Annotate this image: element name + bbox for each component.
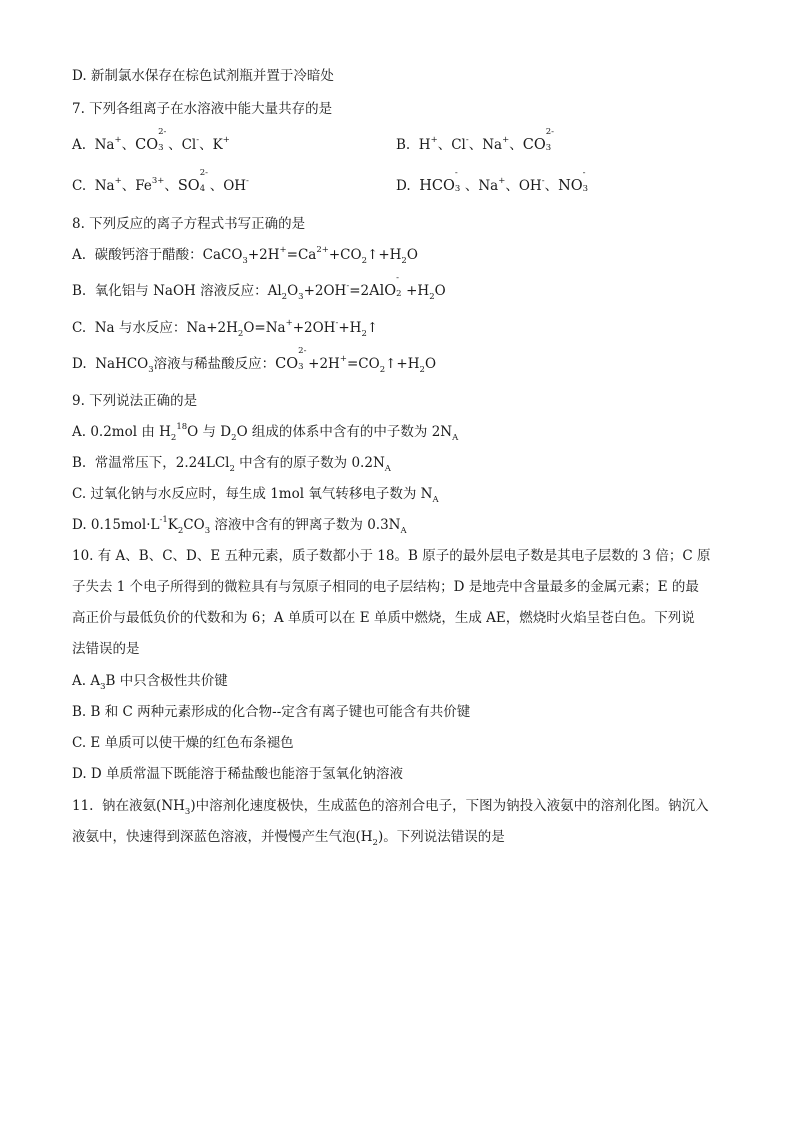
q9-option-b: B. 常温常压下，2.24LCl$_2$ 中含有的原子数为 $0.2N_A$ [72, 455, 391, 474]
q7-option-d: D. HCO - 3 、Na+、OH-、NO - 3 [396, 168, 589, 194]
q10-stem-line1: 10. 有 A、B、C、D、E 五种元素，质子数都小于 18。B 原子的最外层电子数是其电子层数的 3 倍；C 原 [72, 548, 711, 564]
q8-option-b: B. 氧化铝与 NaOH 溶液反应：$Al_2O_3+2OH^-=2AlO$ - 2 $+H_2O$ [72, 273, 446, 302]
q6-option-d: D. 新制氯水保存在棕色试剂瓶并置于冷暗处 [72, 68, 334, 84]
q10-option-d: D. D 单质常温下既能溶于稀盐酸也能溶于氢氧化钠溶液 [72, 766, 404, 782]
q8-option-d: D. NaHCO$_3$溶液与稀盐酸反应：CO 2- 3 $+2H^+=CO_2↑+H_2O$ [72, 346, 437, 375]
q10-stem-line2: 子失去 1 个电子所得到的微粒具有与氖原子相同的电子层结构；D 是地壳中含量最多的金属元素；E 的最 [72, 579, 699, 595]
q7-option-a: A. Na+、CO 2- 3 、Cl-、K+ [72, 127, 230, 153]
q8-option-c: C. Na 与水反应：$Na+2H_2O=Na^++2OH^-+H_2↑$ [72, 318, 379, 339]
q7-stem: 7. 下列各组离子在水溶液中能大量共存的是 [72, 101, 333, 117]
q11-stem-line2: 液氨中，快速得到深蓝色溶液，并慢慢产生气泡$(H_2)$。下列说法错误的是 [72, 829, 505, 848]
q9-option-a: A. 0.2mol 由 $H_2^{18}O$ 与 $D_2O$ 组成的体系中含有的中子数为 $2N_A$ [72, 422, 459, 443]
q8-stem: 8. 下列反应的离子方程式书写正确的是 [72, 216, 306, 232]
q9-option-c: C. 过氧化钠与水反应时，每生成 1mol 氧气转移电子数为 $N_A$ [72, 486, 439, 505]
q10-option-a: A. $A_3B$ 中只含极性共价键 [72, 673, 228, 692]
q8-option-a: A. 碳酸钙溶于醋酸：$CaCO_3+2H^+=Ca^{2+}+CO_2↑+H_2O$ [72, 245, 418, 266]
q7-option-c: C. Na+、$Fe^{3+}$、SO 2- 4 、OH- [72, 168, 249, 194]
q10-option-c: C. E 单质可以使干燥的红色布条褪色 [72, 735, 294, 751]
q11-stem-line1: 11. 钠在液氨$(NH_3)$中溶剂化速度极快，生成蓝色的溶剂合电子，下图为钠投入液氨中的溶剂化图。钠沉入 [72, 798, 709, 817]
q10-stem-line4: 法错误的是 [72, 641, 140, 657]
q9-stem: 9. 下列说法正确的是 [72, 393, 198, 409]
q7-option-b: B. H+、Cl-、Na+、CO 2- 3 [396, 127, 554, 153]
q9-option-d: D. $0.15mol\cdot L^{-1}K_2CO_3$ 溶液中含有的钾离子数为 $0.3N_A$ [72, 515, 407, 536]
q10-stem-line3: 高正价与最低负价的代数和为 6；A 单质可以在 E 单质中燃烧，生成 AE，燃烧时火焰呈苍白色。下列说 [72, 610, 695, 626]
q10-option-b: B. B 和 C 两种元素形成的化合物--定含有离子键也可能含有共价键 [72, 704, 471, 720]
